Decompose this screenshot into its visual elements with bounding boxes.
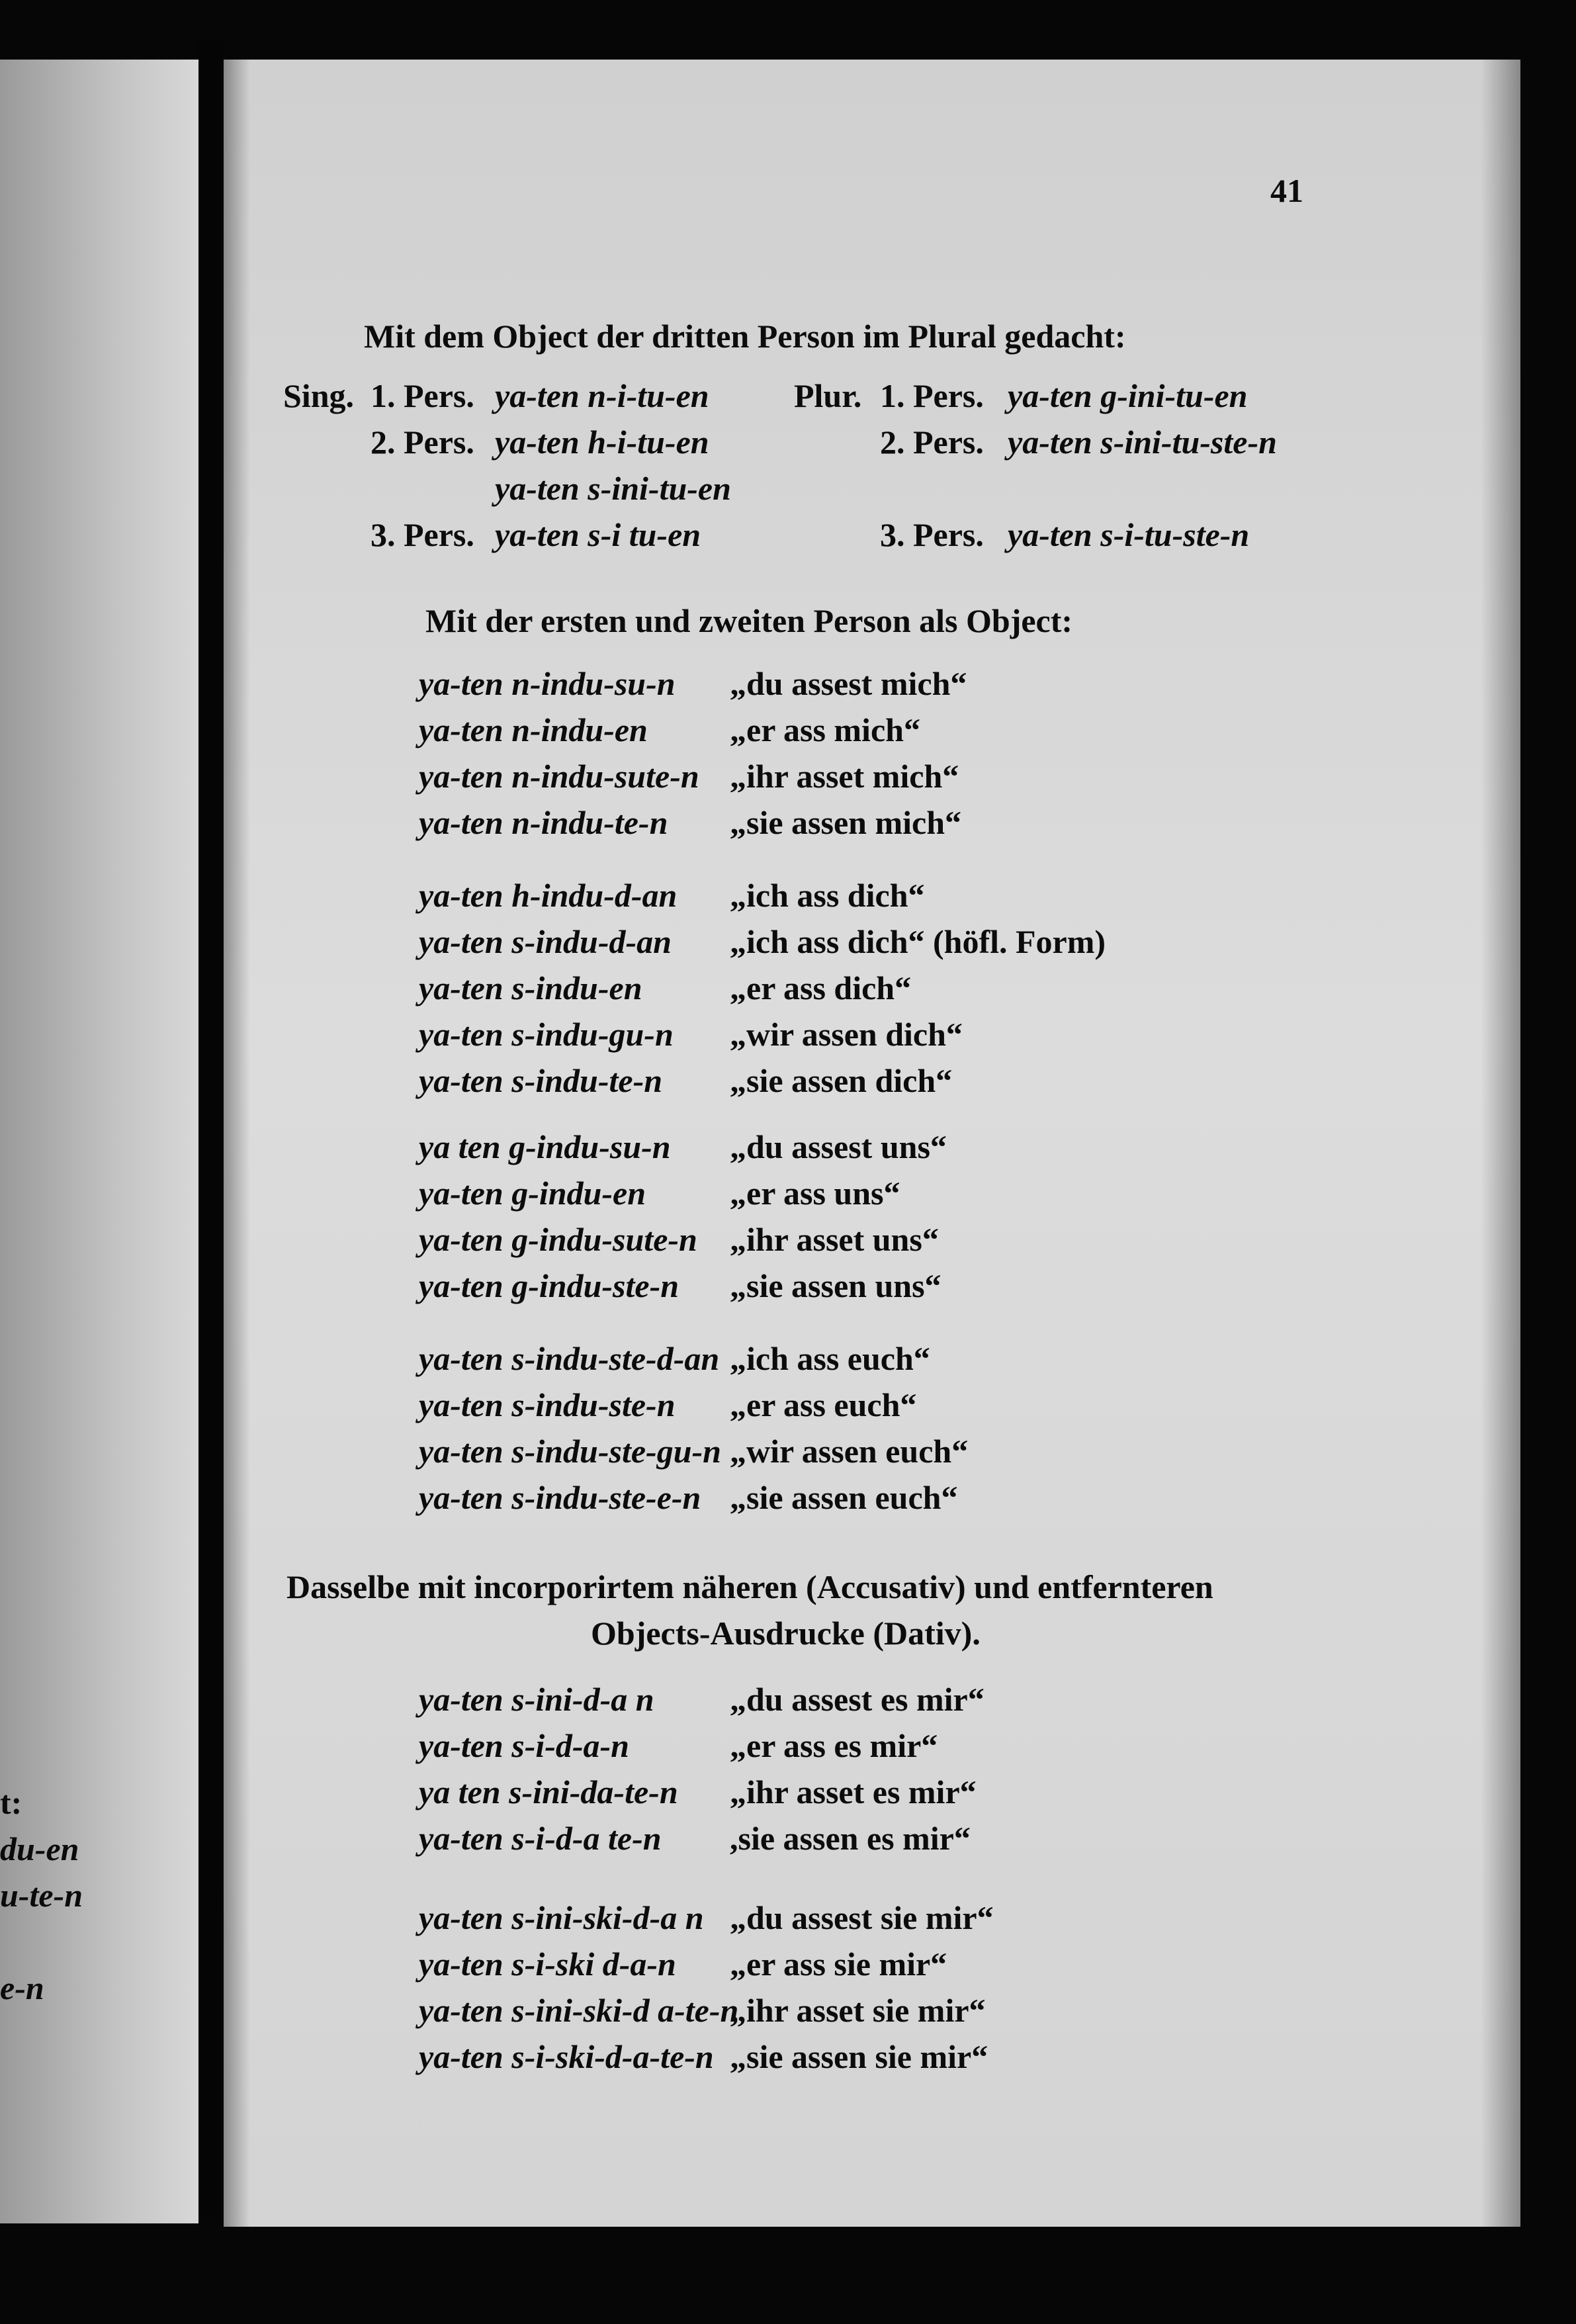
example-line (419, 2037, 988, 2077)
example-form: ya-ten g-indu-sute-n (419, 1221, 697, 1258)
paradigm-form: ya-ten s-i-tu-ste-n (1008, 516, 1250, 553)
example-line (419, 1726, 938, 1765)
example-form: ya-ten s-indu-ste-n (419, 1386, 676, 1423)
paradigm-label: 2. Pers. (371, 424, 474, 461)
section-heading: Dasselbe mit incorporirtem näheren (Accusativ) und entfernteren (286, 1568, 1213, 1605)
book-gutter (198, 40, 224, 2223)
paradigm-form: ya-ten s-ini-tu-en (495, 470, 731, 507)
example-gloss: „ich ass euch“ (730, 1340, 930, 1377)
example-form: ya-ten s-i-ski d-a-n (419, 1945, 676, 1983)
example-gloss: „er ass uns“ (730, 1175, 900, 1212)
example-form: ya-ten h-indu-d-an (419, 877, 678, 914)
plur-label: Plur. (794, 377, 862, 414)
example-gloss: „du assest mich“ (730, 665, 967, 702)
example-line (419, 1014, 963, 1054)
example-form: ya-ten s-indu-ste-gu-n (419, 1433, 721, 1470)
example-line (419, 1173, 900, 1213)
example-gloss: „er ass es mir“ (730, 1727, 938, 1764)
left-page-fragment (0, 60, 198, 2223)
example-line (419, 803, 961, 842)
paradigm-form: ya-ten h-i-tu-en (495, 424, 709, 461)
example-gloss: „er ass dich“ (730, 969, 912, 1006)
example-form: ya ten g-indu-su-n (419, 1128, 671, 1165)
left-page-text: u-te-n (0, 1877, 83, 1914)
sing-label: Sing. (283, 377, 355, 414)
example-gloss: „wir assen euch“ (730, 1433, 969, 1470)
example-line (419, 1772, 977, 1812)
paradigm-label: 2. Pers. (880, 424, 984, 461)
example-line (419, 1818, 971, 1858)
left-page-text: e-n (0, 1969, 44, 2006)
example-gloss: „sie assen euch“ (730, 1479, 958, 1516)
example-line (419, 1127, 947, 1167)
example-form: ya-ten s-indu-te-n (419, 1062, 663, 1099)
example-form: ya-ten s-indu-ste-e-n (419, 1479, 701, 1516)
example-gloss: „sie assen uns“ (730, 1267, 941, 1304)
example-gloss: „ihr asset mich“ (730, 758, 959, 795)
example-gloss: „sie assen mich“ (730, 804, 961, 841)
example-form: ya-ten n-indu-en (419, 711, 648, 748)
example-gloss: „sie assen sie mir“ (730, 2038, 988, 2075)
example-gloss: „ihr asset uns“ (730, 1221, 939, 1258)
section-heading: Objects-Ausdrucke (Dativ). (591, 1615, 981, 1652)
example-line (419, 1898, 994, 1938)
example-gloss: „wir assen dich“ (730, 1016, 963, 1053)
example-line (419, 968, 911, 1008)
example-form: ya-ten s-indu-ste-d-an (419, 1340, 720, 1377)
paradigm-form: ya-ten n-i-tu-en (495, 377, 709, 414)
example-form: ya ten s-ini-da-te-n (419, 1773, 678, 1810)
example-line (419, 1431, 968, 1471)
page-shadow-left (224, 60, 250, 2227)
example-line (419, 1266, 941, 1306)
left-page-text: du-en (0, 1830, 79, 1867)
example-form: ya-ten s-indu-gu-n (419, 1016, 674, 1053)
example-form: ya-ten s-i-d-a te-n (419, 1820, 662, 1857)
paradigm-form: ya-ten g-ini-tu-en (1008, 377, 1248, 414)
example-form: ya-ten s-ini-d-a n (419, 1681, 654, 1718)
example-gloss: „er ass euch“ (730, 1386, 917, 1423)
example-line (419, 756, 959, 796)
example-form: ya-ten s-indu-d-an (419, 923, 672, 960)
page-number: 41 (1270, 172, 1303, 209)
example-form: ya-ten s-i-d-a-n (419, 1727, 629, 1764)
example-line (419, 1944, 947, 1984)
example-line (419, 1478, 957, 1517)
page-shadow-right (1481, 60, 1520, 2227)
example-form: ya-ten s-ini-ski-d a-te-n (419, 1992, 739, 2029)
example-form: ya-ten s-i-ski-d-a-te-n (419, 2038, 714, 2075)
example-line (419, 922, 1106, 961)
example-gloss: „ihr asset es mir“ (730, 1773, 977, 1810)
example-form: ya-ten n-indu-su-n (419, 665, 676, 702)
example-line (419, 1061, 952, 1100)
section-heading: Mit dem Object der dritten Person im Plural gedacht: (364, 318, 1126, 355)
paradigm-form: ya-ten s-ini-tu-ste-n (1008, 424, 1277, 461)
example-line (419, 1679, 985, 1719)
example-line (419, 875, 925, 915)
section-heading: Mit der ersten und zweiten Person als Object: (425, 602, 1073, 639)
example-line (419, 1385, 916, 1425)
paradigm-form: ya-ten s-i tu-en (495, 516, 701, 553)
left-page-text: t: (0, 1784, 22, 1821)
example-line (419, 1339, 930, 1378)
example-gloss: „er ass mich“ (730, 711, 920, 748)
example-gloss: „du assest uns“ (730, 1128, 947, 1165)
example-form: ya-ten n-indu-sute-n (419, 758, 699, 795)
example-gloss: „sie assen dich“ (730, 1062, 953, 1099)
example-line (419, 1990, 986, 2030)
paradigm-label: 3. Pers. (371, 516, 474, 553)
example-gloss: „er ass sie mir“ (730, 1945, 947, 1983)
example-gloss: „ich ass dich“ (höfl. Form) (730, 923, 1106, 960)
example-line (419, 664, 967, 703)
example-gloss: „du assest es mir“ (730, 1681, 985, 1718)
example-form: ya-ten n-indu-te-n (419, 804, 668, 841)
book-page (224, 60, 1520, 2227)
paradigm-label: 3. Pers. (880, 516, 984, 553)
example-line (419, 1220, 939, 1259)
paradigm-label: 1. Pers. (880, 377, 984, 414)
example-form: ya-ten g-indu-en (419, 1175, 646, 1212)
example-form: ya-ten g-indu-ste-n (419, 1267, 679, 1304)
example-form: ya-ten s-ini-ski-d-a n (419, 1899, 704, 1936)
example-gloss: ,sie assen es mir“ (730, 1820, 971, 1857)
example-gloss: „ich ass dich“ (730, 877, 925, 914)
example-line (419, 710, 920, 750)
example-gloss: „ihr asset sie mir“ (730, 1992, 986, 2029)
example-form: ya-ten s-indu-en (419, 969, 642, 1006)
paradigm-label: 1. Pers. (371, 377, 474, 414)
example-gloss: „du assest sie mir“ (730, 1899, 994, 1936)
